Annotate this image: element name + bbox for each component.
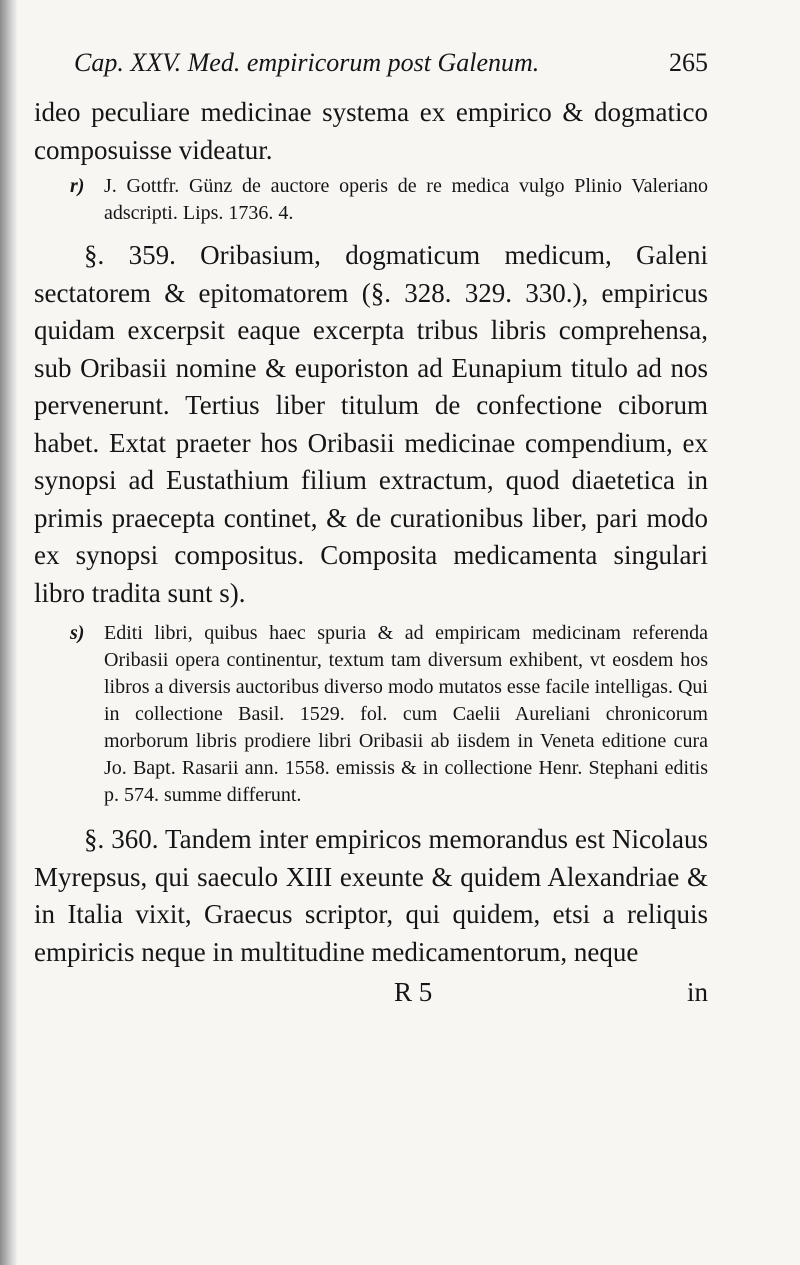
footnote-r-mark: r) <box>70 175 85 197</box>
page-number: 265 <box>669 48 708 77</box>
paragraph-360: §. 360. Tandem inter empiricos memorandus est Nicolaus Myrepsus, qui saeculo XIII exeunte & quidem Alexandriae & in Italia vixit, Graecus scriptor, qui quidem, etsi a reliquis empiricis neque in multitudine medicamentorum, neque <box>34 824 708 967</box>
paragraph-359: §. 359. Oribasium, dogmaticum medicum, Galeni sectatorem & epitomatorem (§. 328. 329. 330.), empiricus quidam excerpsit eaque excerpta tribus libris comprehensa, sub Oribasii nomine & euporiston ad Eunapium titulo ad nos pervenerunt. Tertius liber titulum de confectione ciborum habet. Extat praeter hos Oribasii medicinae compendium, ex synopsi ad Eustathium filium extractum, quod diaetetica in primis praecepta continet, & de curationibus liber, pari modo ex synopsi compositus. Composita medicamenta singulari libro tradita sunt s). <box>34 240 708 608</box>
catchword: in <box>686 977 708 1007</box>
footnote-s-mark: s) <box>70 622 85 644</box>
paragraph-continuation: ideo peculiare medicinae systema ex empirico & dogmatico composuisse videatur. <box>34 97 708 165</box>
footnote-r <box>34 173 708 227</box>
footnote-s <box>34 620 708 809</box>
running-head <box>34 48 708 94</box>
footnote-s-text: Editi libri, quibus haec spuria & ad empiricam medicinam referenda Oribasii opera continentur, textum tam diversum exhibent, vt eosdem hos libros a diversis auctoribus diverso modo mutatos esse facile intelligas. Qui in collectione Basil. 1529. fol. cum Caelii Aureliani chronicorum morborum libris prodiere libri Oribasii ab iisdem in Veneta editione cura Jo. Bapt. Rasarii ann. 1558. emissis & in collectione Henr. Stephani editis p. 574. summe differunt. <box>104 622 708 806</box>
footnote-r-text: J. Gottfr. Günz de auctore operis de re medica vulgo Plinio Valeriano adscripti. Lips. 1736. 4. <box>104 175 708 224</box>
spine-shadow <box>0 0 18 1265</box>
page-content <box>34 48 708 1017</box>
signature-mark: R 5 <box>394 977 433 1007</box>
page-footer <box>34 977 708 1017</box>
running-title: Cap. XXV. Med. empiricorum post Galenum. <box>74 48 540 77</box>
